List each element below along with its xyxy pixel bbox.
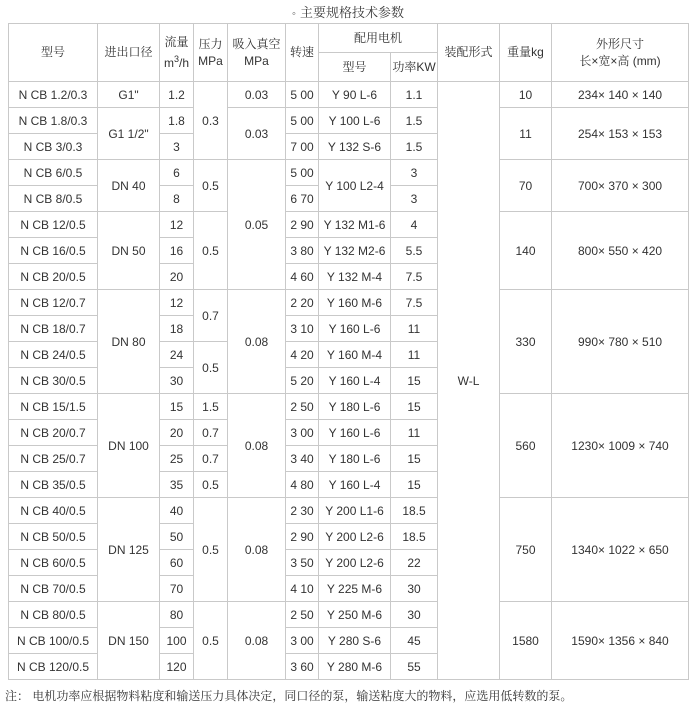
body-cell: 0.03 <box>228 82 286 108</box>
body-cell: Y 132 M-4 <box>319 264 391 290</box>
body-cell: N CB 16/0.5 <box>9 238 98 264</box>
body-cell: 12 <box>160 290 194 316</box>
header-cell: 流量 $m^3/h$ <box>160 24 194 82</box>
body-cell: 1.5 <box>194 394 228 420</box>
body-cell: Y 160 L-4 <box>319 368 391 394</box>
table-row <box>9 212 689 238</box>
body-cell: 20 <box>160 420 194 446</box>
body-cell: 1.5 <box>391 134 438 160</box>
body-cell: 3 <box>160 134 194 160</box>
body-cell: 1.2 <box>160 82 194 108</box>
body-cell: 15 <box>391 368 438 394</box>
header-cell: 重量kg <box>500 24 552 82</box>
body-cell: N CB 1.8/0.3 <box>9 108 98 134</box>
body-cell: 16 <box>160 238 194 264</box>
body-cell: Y 225 M-6 <box>319 576 391 602</box>
body-cell: DN 40 <box>98 160 160 212</box>
table-row <box>9 160 689 186</box>
footnote-label: 注： <box>5 689 30 703</box>
body-cell: 0.5 <box>194 212 228 290</box>
body-cell: N CB 50/0.5 <box>9 524 98 550</box>
body-cell: 2 30 <box>286 498 319 524</box>
header-cell: 装配形式 <box>438 24 500 82</box>
body-cell: 234× 140 × 140 <box>552 82 689 108</box>
body-cell: DN 50 <box>98 212 160 290</box>
body-cell: 4 20 <box>286 342 319 368</box>
body-cell: 700× 370 × 300 <box>552 160 689 212</box>
body-cell: 4 <box>391 212 438 238</box>
body-cell: Y 180 L-6 <box>319 446 391 472</box>
body-cell: N CB 30/0.5 <box>9 368 98 394</box>
body-cell: DN 150 <box>98 602 160 680</box>
body-cell: Y 200 L2-6 <box>319 524 391 550</box>
body-cell: 800× 550 × 420 <box>552 212 689 290</box>
body-cell: 0.08 <box>228 498 286 602</box>
body-cell: 1580 <box>500 602 552 680</box>
body-cell: 40 <box>160 498 194 524</box>
body-cell: 15 <box>391 394 438 420</box>
page-title-text: 主要规格技术参数 <box>299 5 404 20</box>
body-cell: 3 80 <box>286 238 319 264</box>
body-cell: 0.5 <box>194 342 228 394</box>
table-row <box>9 290 689 316</box>
body-cell: 45 <box>391 628 438 654</box>
body-cell: Y 160 L-6 <box>319 420 391 446</box>
body-cell: 330 <box>500 290 552 394</box>
body-cell: Y 200 L2-6 <box>319 550 391 576</box>
body-cell: G1" <box>98 82 160 108</box>
body-cell: Y 280 M-6 <box>319 654 391 680</box>
body-cell: 0.7 <box>194 290 228 342</box>
body-cell: Y 160 M-6 <box>319 290 391 316</box>
body-cell: 3 <box>391 160 438 186</box>
body-cell: Y 90 L-6 <box>319 82 391 108</box>
body-cell: 0.03 <box>228 108 286 160</box>
body-cell: 5 00 <box>286 160 319 186</box>
specs-table-body <box>9 82 689 680</box>
body-cell: 5 00 <box>286 108 319 134</box>
body-cell: Y 280 S-6 <box>319 628 391 654</box>
body-cell: 15 <box>391 446 438 472</box>
body-cell: 0.3 <box>194 82 228 160</box>
body-cell: 120 <box>160 654 194 680</box>
body-cell: 3 10 <box>286 316 319 342</box>
body-cell: Y 100 L2-4 <box>319 160 391 212</box>
body-cell: N CB 24/0.5 <box>9 342 98 368</box>
body-cell: 15 <box>391 472 438 498</box>
body-cell: 10 <box>500 82 552 108</box>
table-row <box>9 498 689 524</box>
body-cell: 7 00 <box>286 134 319 160</box>
body-cell: 100 <box>160 628 194 654</box>
body-cell: N CB 60/0.5 <box>9 550 98 576</box>
body-cell: 3 <box>391 186 438 212</box>
table-row <box>9 82 689 108</box>
body-cell: 2 90 <box>286 524 319 550</box>
body-cell: 11 <box>500 108 552 160</box>
body-cell: 560 <box>500 394 552 498</box>
body-cell: 5 00 <box>286 82 319 108</box>
body-cell: 5 20 <box>286 368 319 394</box>
body-cell: 1.5 <box>391 108 438 134</box>
header-cell: 配用电机 <box>319 24 438 53</box>
body-cell: 20 <box>160 264 194 290</box>
body-cell: 70 <box>160 576 194 602</box>
body-cell: N CB 70/0.5 <box>9 576 98 602</box>
body-cell: N CB 15/1.5 <box>9 394 98 420</box>
body-cell: N CB 12/0.7 <box>9 290 98 316</box>
header-cell: 外形尺寸 长×宽×高 (mm) <box>552 24 689 82</box>
body-cell: DN 80 <box>98 290 160 394</box>
body-cell: Y 250 M-6 <box>319 602 391 628</box>
header-cell: 转速 <box>286 24 319 82</box>
body-cell: 70 <box>500 160 552 212</box>
body-cell: 4 10 <box>286 576 319 602</box>
body-cell: 18.5 <box>391 498 438 524</box>
body-cell: N CB 18/0.7 <box>9 316 98 342</box>
body-cell: N CB 40/0.5 <box>9 498 98 524</box>
body-cell: N CB 100/0.5 <box>9 628 98 654</box>
body-cell: 18 <box>160 316 194 342</box>
body-cell: 30 <box>391 576 438 602</box>
footnote-text: 电机功率应根据物料粘度和输送压力具体决定，同口径的泵，输送粘度大的物料，应选用低转数的泵。 <box>29 689 573 703</box>
body-cell: 15 <box>160 394 194 420</box>
body-cell: 0.5 <box>194 498 228 602</box>
body-cell: N CB 20/0.7 <box>9 420 98 446</box>
body-cell: 11 <box>391 342 438 368</box>
body-cell: G1 1/2" <box>98 108 160 160</box>
header-cell: 压力 MPa <box>194 24 228 82</box>
body-cell: 6 70 <box>286 186 319 212</box>
specs-table-head <box>9 24 689 82</box>
body-cell: 0.7 <box>194 446 228 472</box>
body-cell: 24 <box>160 342 194 368</box>
body-cell: N CB 35/0.5 <box>9 472 98 498</box>
body-cell: 2 50 <box>286 394 319 420</box>
body-cell: W-L <box>438 82 500 680</box>
body-cell: 12 <box>160 212 194 238</box>
header-cell: 功率KW <box>391 53 438 82</box>
body-cell: 2 50 <box>286 602 319 628</box>
body-cell: 1.1 <box>391 82 438 108</box>
body-cell: 1230× 1009 × 740 <box>552 394 689 498</box>
header-cell: 型号 <box>319 53 391 82</box>
body-cell: DN 125 <box>98 498 160 602</box>
body-cell: Y 100 L-6 <box>319 108 391 134</box>
body-cell: N CB 20/0.5 <box>9 264 98 290</box>
body-cell: 0.5 <box>194 602 228 680</box>
body-cell: N CB 120/0.5 <box>9 654 98 680</box>
body-cell: 0.5 <box>194 472 228 498</box>
body-cell: Y 160 L-6 <box>319 316 391 342</box>
body-cell: 7.5 <box>391 290 438 316</box>
body-cell: 3 00 <box>286 628 319 654</box>
body-cell: 22 <box>391 550 438 576</box>
header-cell: 进出口径 <box>98 24 160 82</box>
body-cell: Y 132 M2-6 <box>319 238 391 264</box>
body-cell: 11 <box>391 420 438 446</box>
body-cell: 18.5 <box>391 524 438 550</box>
body-cell: N CB 1.2/0.3 <box>9 82 98 108</box>
body-cell: Y 200 L1-6 <box>319 498 391 524</box>
body-cell: 60 <box>160 550 194 576</box>
body-cell: 1.8 <box>160 108 194 134</box>
body-cell: 1590× 1356 × 840 <box>552 602 689 680</box>
body-cell: 0.05 <box>228 160 286 290</box>
body-cell: 11 <box>391 316 438 342</box>
body-cell: 0.7 <box>194 420 228 446</box>
body-cell: 3 60 <box>286 654 319 680</box>
body-cell: N CB 25/0.7 <box>9 446 98 472</box>
specs-table <box>8 23 689 680</box>
body-cell: 0.08 <box>228 394 286 498</box>
table-row <box>9 108 689 134</box>
footnote <box>5 687 696 704</box>
body-cell: 4 60 <box>286 264 319 290</box>
body-cell: 0.5 <box>194 160 228 212</box>
body-cell: N CB 3/0.3 <box>9 134 98 160</box>
body-cell: 3 50 <box>286 550 319 576</box>
body-cell: 4 80 <box>286 472 319 498</box>
body-cell: Y 180 L-6 <box>319 394 391 420</box>
body-cell: 50 <box>160 524 194 550</box>
body-cell: 3 00 <box>286 420 319 446</box>
page-title <box>0 0 696 20</box>
body-cell: 30 <box>160 368 194 394</box>
body-cell: 55 <box>391 654 438 680</box>
body-cell: 30 <box>391 602 438 628</box>
body-cell: Y 160 L-4 <box>319 472 391 498</box>
body-cell: 25 <box>160 446 194 472</box>
body-cell: 990× 780 × 510 <box>552 290 689 394</box>
body-cell: 0.08 <box>228 602 286 680</box>
body-cell: Y 132 M1-6 <box>319 212 391 238</box>
body-cell: 2 90 <box>286 212 319 238</box>
body-cell: 6 <box>160 160 194 186</box>
body-cell: Y 160 M-4 <box>319 342 391 368</box>
body-cell: 5.5 <box>391 238 438 264</box>
body-cell: N CB 8/0.5 <box>9 186 98 212</box>
body-cell: Y 132 S-6 <box>319 134 391 160</box>
header-row <box>9 24 689 53</box>
body-cell: N CB 12/0.5 <box>9 212 98 238</box>
body-cell: 7.5 <box>391 264 438 290</box>
body-cell: 8 <box>160 186 194 212</box>
body-cell: 750 <box>500 498 552 602</box>
body-cell: 2 20 <box>286 290 319 316</box>
header-cell: 型号 <box>9 24 98 82</box>
body-cell: DN 100 <box>98 394 160 498</box>
body-cell: N CB 6/0.5 <box>9 160 98 186</box>
body-cell: 80 <box>160 602 194 628</box>
body-cell: 1340× 1022 × 650 <box>552 498 689 602</box>
body-cell: 140 <box>500 212 552 290</box>
body-cell: N CB 80/0.5 <box>9 602 98 628</box>
body-cell: 35 <box>160 472 194 498</box>
body-cell: 3 40 <box>286 446 319 472</box>
body-cell: 254× 153 × 153 <box>552 108 689 160</box>
body-cell: 0.08 <box>228 290 286 394</box>
table-row <box>9 394 689 420</box>
bullet-icon: ◦ <box>292 8 296 20</box>
table-row <box>9 602 689 628</box>
header-cell: 吸入真空 MPa <box>228 24 286 82</box>
